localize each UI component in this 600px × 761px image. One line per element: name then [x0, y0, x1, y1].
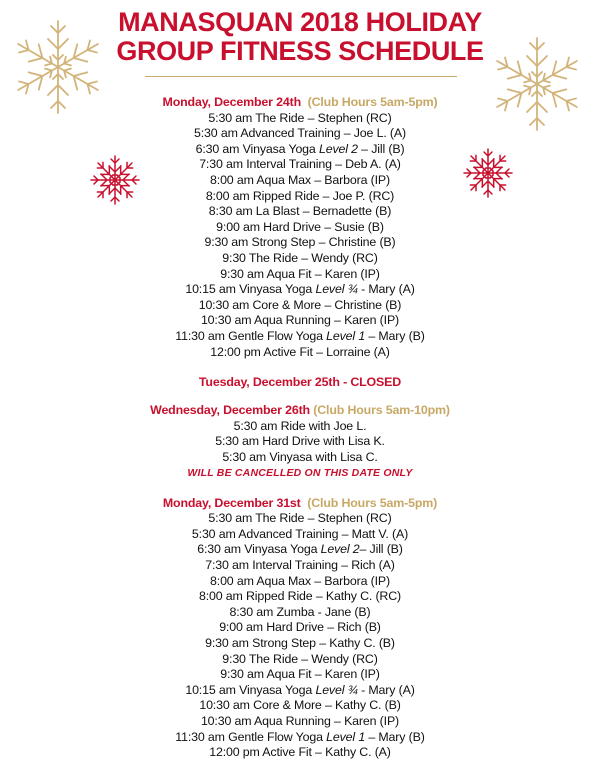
class-line: 8:00 am Ripped Ride – Joe P. (RC)	[205, 188, 395, 203]
class-line: 10:30 am Core & More – Christine (B)	[198, 297, 402, 312]
day-name: Tuesday, December 25th	[198, 374, 340, 389]
class-line: 8:00 am Ripped Ride – Kathy C. (RC)	[198, 589, 402, 604]
class-line: 10:30 am Aqua Running – Karen (IP)	[200, 313, 400, 328]
class-line: 6:30 am Vinyasa Yoga Level 2 – Jill (B)	[195, 141, 405, 156]
class-line: 6:30 am Vinyasa Yoga Level 2– Jill (B)	[197, 542, 403, 557]
class-line: 8:30 am Zumba - Jane (B)	[229, 604, 371, 619]
class-line: 5:30 am Hard Drive with Lisa K.	[215, 434, 385, 449]
class-line: 9:30 am Aqua Fit – Karen (IP)	[220, 266, 380, 281]
class-line: 11:30 am Gentle Flow Yoga Level 1 – Mary (B)	[175, 328, 425, 343]
class-list	[0, 511, 600, 761]
class-line: 5:30 am Advanced Training – Matt V. (A)	[191, 526, 409, 541]
class-line: 9:00 am Hard Drive – Rich (B)	[219, 620, 381, 635]
class-line: 5:30 am Vinyasa with Lisa C.	[222, 449, 378, 464]
class-line: 10:15 am Vinyasa Yoga Level ¾ - Mary (A)	[185, 682, 415, 697]
class-line: 10:15 am Vinyasa Yoga Level ¾ - Mary (A)	[185, 282, 415, 297]
class-line: 5:30 am Ride with Joe L.	[233, 418, 367, 433]
closed-note: - CLOSED	[339, 374, 402, 389]
class-line: 8:00 am Aqua Max – Barbora (IP)	[210, 573, 390, 588]
title-line-2: GROUP FITNESS SCHEDULE	[116, 36, 484, 66]
cancel-notice: WILL BE CANCELLED ON THIS DATE ONLY	[187, 466, 413, 479]
day-heading	[0, 496, 600, 512]
class-line: 9:30 The Ride – Wendy (RC)	[222, 651, 378, 666]
class-line: 9:30 am Aqua Fit – Karen (IP)	[220, 667, 380, 682]
day-name: Monday, December 31st	[162, 495, 301, 510]
class-line: 10:30 am Core & More – Kathy C. (B)	[199, 698, 401, 713]
class-line: 12:00 pm Active Fit – Kathy C. (A)	[209, 745, 391, 760]
club-hours: (Club Hours 5am-10pm)	[309, 403, 450, 418]
class-line: 5:30 am The Ride – Stephen (RC)	[208, 110, 392, 125]
class-line: 9:30 am Strong Step – Christine (B)	[204, 235, 396, 250]
class-line: 5:30 am Advanced Training – Joe L. (A)	[194, 126, 406, 141]
class-list	[0, 111, 600, 361]
day-heading	[0, 375, 600, 391]
club-hours: (Club Hours 5am-5pm)	[307, 495, 438, 510]
class-line: 7:30 am Interval Training – Rich (A)	[205, 558, 395, 573]
day-name: Monday, December 24th	[162, 95, 301, 109]
club-hours: (Club Hours 5am-5pm)	[307, 95, 438, 109]
day-heading	[0, 403, 600, 419]
class-line: 9:30 The Ride – Wendy (RC)	[222, 250, 378, 265]
class-line: 7:30 am Interval Training – Deb A. (A)	[199, 157, 401, 172]
title-divider	[145, 76, 457, 77]
class-line: 8:00 am Aqua Max – Barbora (IP)	[210, 172, 390, 187]
title-line-1: MANASQUAN 2018 HOLIDAY	[118, 7, 482, 37]
page-title	[0, 8, 600, 66]
class-line: 11:30 am Gentle Flow Yoga Level 1 – Mary (B)	[175, 729, 425, 744]
class-line: 12:00 pm Active Fit – Lorraine (A)	[210, 344, 390, 359]
day-heading	[0, 95, 600, 111]
class-line: 9:00 am Hard Drive – Susie (B)	[216, 219, 384, 234]
class-line: 9:30 am Strong Step – Kathy C. (B)	[205, 636, 395, 650]
class-line: 8:30 am La Blast – Bernadette (B)	[208, 204, 392, 219]
schedule	[0, 95, 600, 761]
day-name: Wednesday, December 26th	[150, 403, 310, 418]
class-line: 5:30 am The Ride – Stephen (RC)	[208, 511, 392, 526]
class-list	[0, 419, 600, 481]
class-line: 10:30 am Aqua Running – Karen (IP)	[200, 713, 400, 728]
